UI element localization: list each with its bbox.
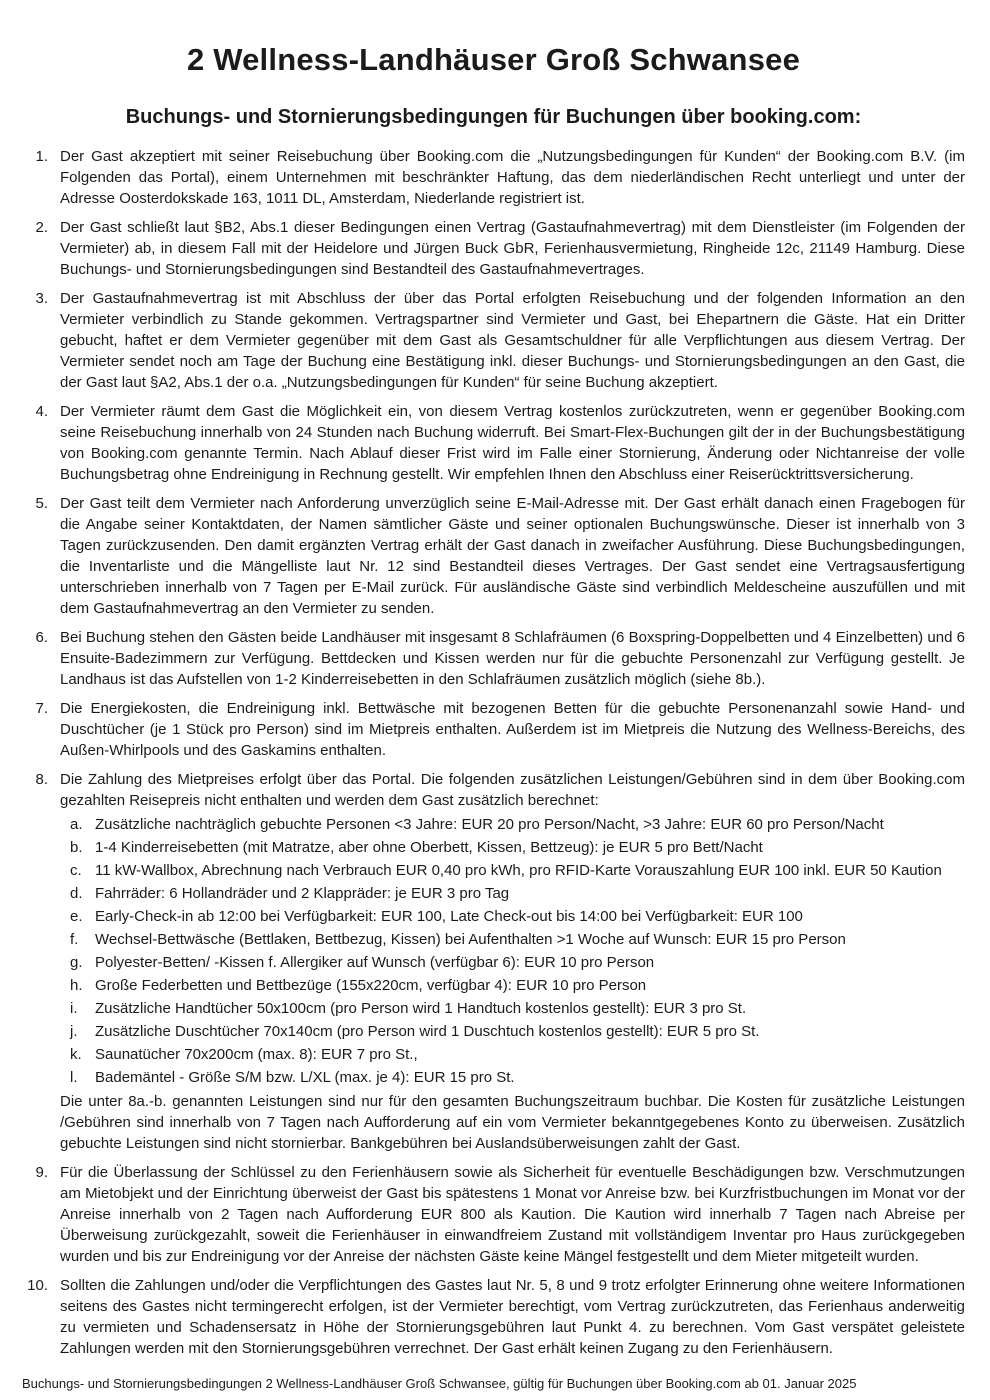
sub-item-text: 1-4 Kinderreisebetten (mit Matratze, aber ohne Oberbett, Kissen, Bettzeug): je EUR 5 pro Bett/Nacht <box>95 839 763 856</box>
sub-item-text: Bademäntel - Größe S/M bzw. L/XL (max. je 4): EUR 15 pro St. <box>95 1069 515 1086</box>
item-text <box>60 769 965 1154</box>
list-item-1 <box>26 146 965 209</box>
list-item-4 <box>26 401 965 485</box>
sub-item-text: Fahrräder: 6 Hollandräder und 2 Klappräder: je EUR 3 pro Tag <box>95 885 510 902</box>
sub-item-letter: l. <box>70 1069 78 1086</box>
terms-list <box>22 146 965 1359</box>
sub-list-item-a <box>70 814 965 835</box>
sub-list-item-c <box>70 860 965 881</box>
footer-note: Buchungs- und Stornierungsbedingungen 2 Wellness-Landhäuser Groß Schwansee, gültig für Buchungen über Booking.com ab 01. Januar 2025 <box>22 1376 857 1391</box>
sub-list-item-j <box>70 1021 965 1042</box>
list-item-7 <box>26 698 965 761</box>
sub-item-text: Große Federbetten und Bettbezüge (155x220cm, verfügbar 4): EUR 10 pro Person <box>95 977 647 994</box>
item-text: Die Energiekosten, die Endreinigung inkl. Bettwäsche mit bezogenen Betten für die gebuchte Personenanzahl sowie Hand- und Duschtücher (je 1 Stück pro Person) sind im Mietpreis enthalten. Außerdem ist im Mietpreis die Nutzung des Wellness-Bereichs, des Außen-Whirlpools und des Gaskamins enthalten. <box>60 700 965 759</box>
sub-item-text: Polyester-Betten/ -Kissen f. Allergiker auf Wunsch (verfügbar 6): EUR 10 pro Person <box>95 954 655 971</box>
item-number: 1. <box>35 148 48 165</box>
item-text: Für die Überlassung der Schlüssel zu den Ferienhäusern sowie als Sicherheit für eventuelle Beschädigungen bzw. Verschmutzungen am Mietobjekt und der Einrichtung überweist der Gast bis spätestens 1 Monat vor Anreise bzw. bei Kurzfristbuchungen im Monat vor der Anreise innerhalb von 2 Tagen nach Aufforderung EUR 800 als Kaution. Die Kaution wird innerhalb 7 Tagen nach Abreise per Überweisung zurückgezahlt, soweit die Ferienhäuser in einwandfreiem Zustand mit vollständigem Inventar pro Haus zurückgegeben wurden und bis zur Endreinigung vor der Anreise der nächsten Gäste keine Mängel festgestellt und dem Mieter mitgeteilt wurden. <box>60 1164 965 1265</box>
item-number: 2. <box>35 219 48 236</box>
item-number: 5. <box>35 495 48 512</box>
list-item-9 <box>26 1162 965 1267</box>
sub-item-text: Saunatücher 70x200cm (max. 8): EUR 7 pro St., <box>95 1046 418 1063</box>
item-text: Der Gast schließt laut §B2, Abs.1 dieser Bedingungen einen Vertrag (Gastaufnahmevertrag) mit dem Dienstleister (im Folgenden der Vermieter) ab, in diesem Fall mit der Heidelore und Jürgen Buck GbR, Ferienhausvermietung, Ringheide 12c, 21149 Hamburg. Diese Buchungs- und Stornierungsbedingungen sind Bestandteil des Gastaufnahmevertrages. <box>60 219 965 278</box>
item-text: Der Gast akzeptiert mit seiner Reisebuchung über Booking.com die „Nutzungsbedingungen für Kunden“ der Booking.com B.V. (im Folgenden das Portal), einem Unternehmen mit beschränkter Haftung, das dem niederländischen Recht unterliegt und unter der Adresse Oosterdokskade 163, 1011 DL, Amsterdam, Niederlande registriert ist. <box>60 148 965 207</box>
sub-list-item-g <box>70 952 965 973</box>
sub-item-letter: b. <box>70 839 83 856</box>
sub-item-letter: d. <box>70 885 83 902</box>
item-number: 7. <box>35 700 48 717</box>
item-number: 4. <box>35 403 48 420</box>
item-number: 6. <box>35 629 48 646</box>
list-item-10 <box>26 1275 965 1359</box>
item-number: 3. <box>35 290 48 307</box>
sub-item-text: Zusätzliche Handtücher 50x100cm (pro Person wird 1 Handtuch kostenlos gestellt): EUR 3 pro St. <box>95 1000 747 1017</box>
page-subtitle: Buchungs- und Stornierungsbedingungen für Buchungen über booking.com: <box>125 106 862 128</box>
sub-list-item-d <box>70 883 965 904</box>
list-item-2 <box>26 217 965 280</box>
sub-item-letter: g. <box>70 954 83 971</box>
sub-item-letter: f. <box>70 931 79 948</box>
sub-item-text: Zusätzliche nachträglich gebuchte Personen <3 Jahre: EUR 20 pro Person/Nacht, >3 Jahre: EUR 60 pro Person/Nacht <box>95 816 884 833</box>
sub-list-item-l <box>70 1067 965 1088</box>
sub-list-item-b <box>70 837 965 858</box>
list-item-6 <box>26 627 965 690</box>
sub-list-item-h <box>70 975 965 996</box>
sub-item-letter: h. <box>70 977 83 994</box>
sub-list-item-k <box>70 1044 965 1065</box>
sub-list <box>70 814 965 1088</box>
item-number: 9. <box>35 1164 48 1181</box>
item-intro-text: Die Zahlung des Mietpreises erfolgt über das Portal. Die folgenden zusätzlichen Leistungen/Gebühren sind in dem über Booking.com gezahlten Reisepreis nicht enthalten und werden dem Gast zusätzlich berechnet: <box>60 771 965 809</box>
list-item-3 <box>26 288 965 393</box>
list-item-5 <box>26 493 965 619</box>
sub-list-item-f <box>70 929 965 950</box>
sub-list-item-i <box>70 998 965 1019</box>
item-continuation-text: Die unter 8a.-b. genannten Leistungen sind nur für den gesamten Buchungszeitraum buchbar. Die Kosten für zusätzliche Leistungen /Gebühren sind innerhalb von 7 Tagen nach Aufforderung auf ein vom Vermieter bekanntgegebenes Konto zu überweisen. Zusätzlich gebuchte Leistungen sind nicht stornierbar. Bankgebühren bei Auslandsüberweisungen zahlt der Gast. <box>60 1093 965 1152</box>
sub-item-letter: a. <box>70 816 83 833</box>
sub-item-text: Wechsel-Bettwäsche (Bettlaken, Bettbezug, Kissen) bei Aufenthalten >1 Woche auf Wunsch: EUR 15 pro Person <box>95 931 846 948</box>
list-item-8 <box>26 769 965 1154</box>
sub-item-text: Early-Check-in ab 12:00 bei Verfügbarkeit: EUR 100, Late Check-out bis 14:00 bei Verfügbarkeit: EUR 100 <box>95 908 803 925</box>
sub-item-text: Zusätzliche Duschtücher 70x140cm (pro Person wird 1 Duschtuch kostenlos gestellt): EUR 5 pro St. <box>95 1023 760 1040</box>
item-text: Sollten die Zahlungen und/oder die Verpflichtungen des Gastes laut Nr. 5, 8 und 9 trotz erfolgter Erinnerung ohne weitere Informationen seitens des Gastes nicht termingerecht erfolgen, ist der Vermieter berechtigt, vom Vertrag zurückzutreten, das Ferienhaus anderweitig zu vermieten und Schadensersatz in Höhe der Stornierungsgebühren laut Punkt 4. zu berechnen. Vom Gast verspätet geleistete Zahlungen werden mit den Stornierungsgebühren verrechnet. Der Gast erhält keinen Zugang zu den Ferienhäusern. <box>60 1277 965 1357</box>
item-number: 8. <box>35 771 48 788</box>
item-text: Der Gastaufnahmevertrag ist mit Abschluss der über das Portal erfolgten Reisebuchung und der folgenden Information an den Vermieter verbindlich zu Stande gekommen. Vertragspartner sind Vermieter und Gast, bei Ehepartnern die Gäste. Hat ein Dritter gebucht, haftet er dem Vermieter gegenüber mit dem Gast als Gesamtschuldner für alle Verpflichtungen aus diesem Vertrag. Der Vermieter sendet noch am Tage der Buchung eine Bestätigung inkl. dieser Buchungs- und Stornierungsbedingungen an den Gast, die der Gast laut §A2, Abs.1 der o.a. „Nutzungsbedingungen für Kunden“ für seine Buchung akzeptiert. <box>60 290 965 391</box>
sub-list-item-e <box>70 906 965 927</box>
item-text: Bei Buchung stehen den Gästen beide Landhäuser mit insgesamt 8 Schlafräumen (6 Boxspring-Doppelbetten und 4 Einzelbetten) und 6 Ensuite-Badezimmern zur Verfügung. Bettdecken und Kissen werden nur für die gebuchte Personenzahl zur Verfügung gestellt. Je Landhaus ist das Aufstellen von 1-2 Kinderreisebetten in den Schlafräumen zusätzlich möglich (siehe 8b.). <box>60 629 965 688</box>
item-text: Der Gast teilt dem Vermieter nach Anforderung unverzüglich seine E-Mail-Adresse mit. Der Gast erhält danach einen Fragebogen für die Angabe seiner Kontaktdaten, der Namen sämtlicher Gäste und seiner optionalen Buchungswünsche. Dieser ist innerhalb von 3 Tagen zurückzusenden. Den damit ergänzten Vertrag erhält der Gast danach in zweifacher Ausführung. Diese Buchungsbedingungen, die Inventarliste und die Mängelliste laut Nr. 12 sind Bestandteil dieses Vertrages. Der Gast sendet eine Vertragsausfertigung unterschrieben innerhalb von 7 Tagen per E-Mail zurück. Für ausländische Gäste sind verbindlich Meldescheine auszufüllen und mit dem Gastaufnahmevertrag an den Vermieter zu senden. <box>60 495 965 617</box>
item-text: Der Vermieter räumt dem Gast die Möglichkeit ein, von diesem Vertrag kostenlos zurückzutreten, wenn er gegenüber Booking.com seine Reisebuchung innerhalb von 24 Stunden nach Buchung widerruft. Bei Smart-Flex-Buchungen gilt der in der Buchungsbestätigung von Booking.com genannte Termin. Nach Ablauf dieser Frist wird im Falle einer Stornierung, Änderung oder Nichtanreise der volle Buchungsbetrag ohne Endreinigung in Rechnung gestellt. Wir empfehlen Ihnen den Abschluss einer Reiserücktrittsversicherung. <box>60 403 965 483</box>
item-number: 10. <box>27 1277 48 1294</box>
sub-item-letter: j. <box>70 1023 78 1040</box>
page-title: 2 Wellness-Landhäuser Groß Schwansee <box>186 42 801 77</box>
sub-item-letter: e. <box>70 908 83 925</box>
sub-item-letter: k. <box>70 1046 82 1063</box>
sub-item-letter: c. <box>70 862 82 879</box>
sub-item-text: 11 kW-Wallbox, Abrechnung nach Verbrauch EUR 0,40 pro kWh, pro RFID-Karte Vorauszahlung EUR 100 inkl. EUR 50 Kaution <box>95 862 942 879</box>
sub-item-letter: i. <box>70 1000 78 1017</box>
